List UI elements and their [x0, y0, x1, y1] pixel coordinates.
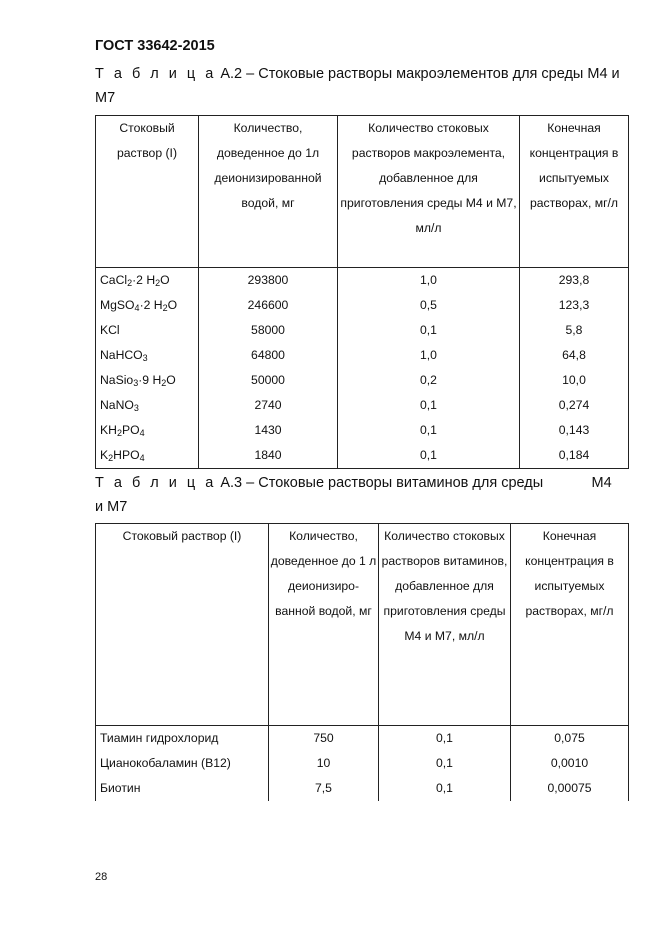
cell-stock-solution: NaSio$_3$·9 $H_2O$: [96, 368, 199, 393]
table-row: [96, 443, 629, 469]
cell-amount: 58000: [199, 318, 338, 343]
cell-stock-solution: $K_2HPO_4$: [96, 443, 199, 469]
cell-stock-volume: 0,1: [338, 318, 520, 343]
cell-final-concentration: 0,00075: [511, 776, 629, 801]
cell-final-concentration: 0,0010: [511, 751, 629, 776]
cell-amount: 1840: [199, 443, 338, 469]
table-a3-caption-label: Т а б л и ц а: [95, 475, 217, 491]
table-row: [96, 751, 629, 776]
table-a2-body: [96, 268, 629, 469]
table-a3-header-row: [96, 524, 629, 726]
cell-final-concentration: 123,3: [520, 293, 629, 318]
table-row: [96, 318, 629, 343]
cell-stock-solution: Биотин: [96, 776, 269, 801]
cell-stock-solution: $KH_2PO_4$: [96, 418, 199, 443]
table-row: [96, 268, 629, 294]
cell-amount: 10: [269, 751, 379, 776]
cell-stock-volume: 1,0: [338, 268, 520, 294]
document-standard-code: ГОСТ 33642-2015: [95, 38, 215, 54]
table-row: [96, 726, 629, 752]
cell-final-concentration: 0,075: [511, 726, 629, 752]
cell-stock-volume: 0,1: [379, 751, 511, 776]
cell-final-concentration: 0,274: [520, 393, 629, 418]
page-number: 28: [95, 871, 108, 883]
table-row: [96, 343, 629, 368]
table-row: [96, 418, 629, 443]
cell-stock-volume: 0,2: [338, 368, 520, 393]
cell-final-concentration: 0,143: [520, 418, 629, 443]
cell-stock-solution: MgSO$_4$·2 $H_2O$: [96, 293, 199, 318]
table-a2-header-row: [96, 116, 629, 268]
column-header-stock-volume: Количество стоковых растворов витаминов, добавленное для приготовления среды М4 и М7, мл/л: [379, 524, 511, 726]
cell-stock-volume: 0,1: [338, 393, 520, 418]
cell-stock-solution: Цианокобаламин (В12): [96, 751, 269, 776]
cell-amount: 50000: [199, 368, 338, 393]
cell-stock-solution: KCl: [96, 318, 199, 343]
cell-stock-volume: 0,1: [379, 726, 511, 752]
cell-amount: 246600: [199, 293, 338, 318]
table-a3-body: [96, 726, 629, 802]
cell-amount: 64800: [199, 343, 338, 368]
cell-stock-volume: 1,0: [338, 343, 520, 368]
column-header-stock-volume: Количество стоковых растворов макроэлемента, добавленное для приготовления среды М4 и М7, мл/л: [338, 116, 520, 268]
table-a2-caption-text: А.2 – Стоковые растворы макроэлементов для среды М4 и М7: [95, 66, 620, 106]
cell-final-concentration: 5,8: [520, 318, 629, 343]
column-header-stock-solution: Стоковый раствор (I): [96, 524, 269, 726]
cell-amount: 7,5: [269, 776, 379, 801]
table-row: [96, 368, 629, 393]
table-row: [96, 776, 629, 801]
cell-stock-volume: 0,1: [338, 443, 520, 469]
table-a2-caption-label: Т а б л и ц а: [95, 66, 217, 82]
table-a3-caption-text: А.3 – Стоковые растворы витаминов для среды М4 и М7: [95, 475, 616, 515]
cell-stock-solution: NaNO$_3$: [96, 393, 199, 418]
column-header-stock-solution: Стоковый раствор (I): [96, 116, 199, 268]
table-a3: [95, 523, 628, 801]
cell-stock-volume: 0,1: [379, 776, 511, 801]
cell-final-concentration: 0,184: [520, 443, 629, 469]
cell-amount: 293800: [199, 268, 338, 294]
table-a2-caption: [95, 62, 620, 110]
column-header-amount: Количество, доведенное до 1л деионизированной водой, мг: [199, 116, 338, 268]
column-header-amount: Количество, доведенное до 1 л деионизиро-ванной водой, мг: [269, 524, 379, 726]
cell-amount: 1430: [199, 418, 338, 443]
cell-final-concentration: 10,0: [520, 368, 629, 393]
cell-final-concentration: 64,8: [520, 343, 629, 368]
cell-final-concentration: 293,8: [520, 268, 629, 294]
cell-stock-volume: 0,5: [338, 293, 520, 318]
cell-stock-solution: NaHCO$_3$: [96, 343, 199, 368]
table-row: [96, 293, 629, 318]
table-a3-caption: [95, 471, 620, 519]
column-header-final-concentration: Конечная концентрация в испытуемых растворах, мг/л: [520, 116, 629, 268]
cell-stock-solution: Тиамин гидрохлорид: [96, 726, 269, 752]
cell-amount: 750: [269, 726, 379, 752]
cell-stock-solution: CaCl$_2$·2 $H_2O$: [96, 268, 199, 294]
cell-stock-volume: 0,1: [338, 418, 520, 443]
table-row: [96, 393, 629, 418]
cell-amount: 2740: [199, 393, 338, 418]
table-a2: [95, 115, 628, 469]
column-header-final-concentration: Конечная концентрация в испытуемых растворах, мг/л: [511, 524, 629, 726]
